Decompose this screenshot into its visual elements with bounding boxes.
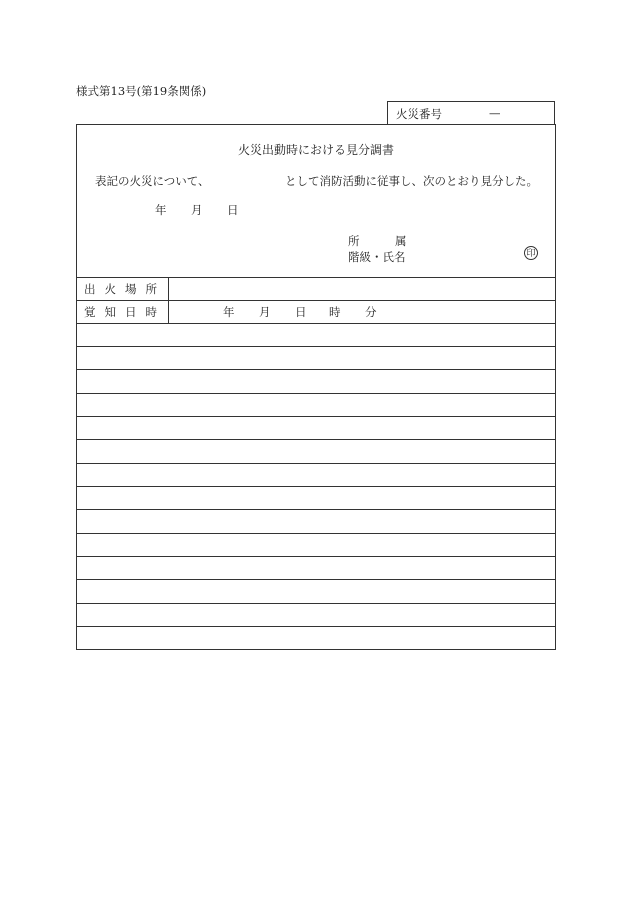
row-divider [77,533,555,534]
detection-day: 日 [295,305,307,319]
row-divider [77,579,555,580]
statement-part1: 表記の火災について、 [95,174,210,188]
fire-number-box [387,101,555,124]
row-divider [77,486,555,487]
row-divider [77,509,555,510]
report-date-year: 年 [155,203,167,217]
affiliation-label-2: 属 [395,234,407,248]
detection-datetime-label: 覚知日時 [84,305,166,319]
form-number-label: 様式第13号(第19条関係) [76,84,207,98]
fire-number-value[interactable]: — [489,106,501,120]
row-divider [77,323,555,324]
seal-mark: 印 [524,246,538,260]
row-divider [77,556,555,557]
row-divider [77,300,555,301]
detection-hour: 時 [329,305,341,319]
row-divider [77,463,555,464]
row-divider [77,346,555,347]
detection-minute: 分 [365,305,377,319]
header-divider [77,277,555,278]
fire-number-label: 火災番号 [396,107,442,121]
document-title: 火災出動時における見分調書 [237,143,394,157]
report-date-day: 日 [227,203,239,217]
row-divider [77,416,555,417]
report-table [76,124,556,650]
detection-month: 月 [259,305,271,319]
row-divider [77,439,555,440]
row-divider [77,603,555,604]
rank-name-label: 階級・氏名 [348,250,406,264]
report-date-month: 月 [191,203,203,217]
detection-year: 年 [223,305,235,319]
row-divider [77,626,555,627]
statement-part2: として消防活動に従事し、次のとおり見分した。 [285,174,538,188]
fire-location-label: 出火場所 [84,282,166,296]
row-divider [77,369,555,370]
affiliation-label: 所 [348,234,360,248]
row-divider [77,393,555,394]
